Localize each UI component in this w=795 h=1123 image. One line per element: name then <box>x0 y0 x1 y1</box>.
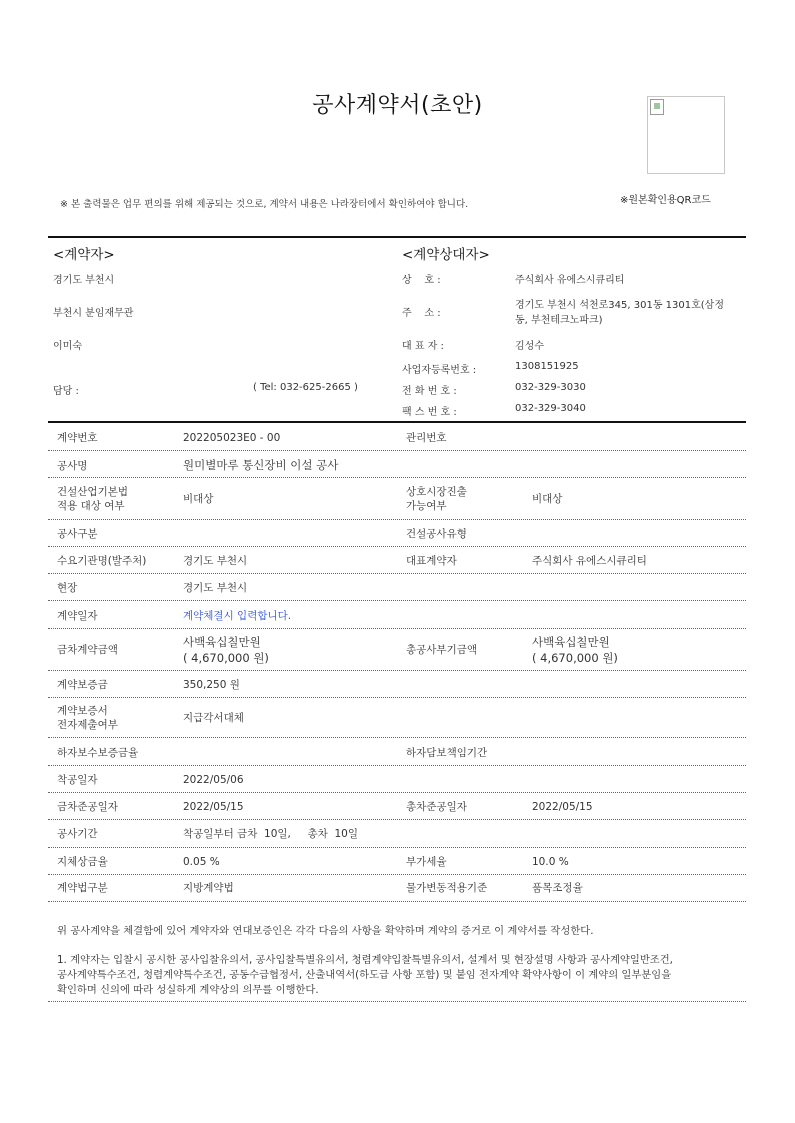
contract-no-value: 202205023E0 - 00 <box>183 432 281 444</box>
counterparty-heading: <계약상대자> <box>402 247 490 263</box>
contractor-line-3: 이미숙 <box>53 341 82 352</box>
contract-date-label: 계약일자 <box>57 610 98 622</box>
contractor-manager-label: 담당 : <box>53 386 79 397</box>
paragraph-clause-1-line-1: 1. 계약자는 입찰시 공시한 공사입찰유의서, 공사입찰특별유의서, 청렴계약입찰특별유의서, 설계서 및 현장설명 사항과 공사계약일반조건, <box>57 954 673 966</box>
price-adjust-label: 물가변동적용기준 <box>406 882 488 894</box>
qr-code-image <box>647 96 725 174</box>
rep-contractor-label: 대표계약자 <box>406 555 457 567</box>
mutual-value: 비대상 <box>532 493 563 505</box>
counterparty-fax-label: 팩 스 번 호 : <box>402 407 457 418</box>
bond-label-2: 전자제출여부 <box>57 719 118 731</box>
row-divider <box>48 450 746 451</box>
row-divider <box>48 847 746 848</box>
contractor-line-1: 경기도 부천시 <box>53 275 115 286</box>
client-value: 경기도 부천시 <box>183 555 248 567</box>
finish-date-label: 금차준공일자 <box>57 801 118 813</box>
counterparty-rep-value: 김성수 <box>515 341 544 352</box>
cia-value: 비대상 <box>183 493 214 505</box>
row-divider <box>48 874 746 875</box>
cia-label-2: 적용 대상 여부 <box>57 500 125 512</box>
bond-label-1: 계약보증서 <box>57 705 108 717</box>
amount-number: ( 4,670,000 원) <box>183 651 269 665</box>
vat-rate-label: 부가세율 <box>406 856 447 868</box>
amount-words: 사백육십칠만원 <box>183 635 261 649</box>
row-divider <box>48 600 746 601</box>
amount-label: 금차계약금액 <box>57 644 118 656</box>
row-divider <box>48 697 746 698</box>
row-divider <box>48 519 746 520</box>
section-rule <box>48 421 746 423</box>
total-finish-date-value: 2022/05/15 <box>532 801 593 813</box>
warranty-period-label: 하자담보책임기간 <box>406 747 488 759</box>
row-divider <box>48 1001 746 1002</box>
period-value: 착공일부터 금차 10일, 총차 10일 <box>183 828 359 840</box>
row-divider <box>48 477 746 478</box>
total-finish-date-label: 총차준공일자 <box>406 801 467 813</box>
contract-date-value: 계약체결시 입력합니다. <box>183 610 292 622</box>
start-date-label: 착공일자 <box>57 774 98 786</box>
counterparty-address-label: 주 소 : <box>402 308 441 319</box>
contractor-line-2: 부천시 분임재무관 <box>53 308 134 319</box>
law-value: 지방계약법 <box>183 882 234 894</box>
price-adjust-value: 품목조정율 <box>532 882 583 894</box>
contractor-heading: <계약자> <box>53 247 115 263</box>
contract-no-label: 계약번호 <box>57 432 98 444</box>
counterparty-phone-value: 032-329-3030 <box>515 382 586 393</box>
paragraph-clause-1-line-3: 확인하며 신의에 따라 성실하게 계약상의 의무를 이행한다. <box>57 984 319 996</box>
const-type-label: 건설공사유형 <box>406 528 467 540</box>
total-amount-label: 총공사부기금액 <box>406 644 478 656</box>
row-divider <box>48 737 746 738</box>
deposit-label: 계약보증금 <box>57 679 108 691</box>
site-label: 현장 <box>57 582 78 594</box>
row-divider <box>48 792 746 793</box>
row-divider <box>48 901 746 902</box>
counterparty-name-label: 상 호 : <box>402 275 441 286</box>
counterparty-phone-label: 전 화 번 호 : <box>402 386 457 397</box>
rep-contractor-value: 주식회사 유에스시큐리티 <box>532 555 647 567</box>
row-divider <box>48 573 746 574</box>
contractor-tel: ( Tel: 032-625-2665 ) <box>253 382 358 393</box>
deposit-value: 350,250 원 <box>183 679 240 691</box>
counterparty-fax-value: 032-329-3040 <box>515 403 586 414</box>
start-date-value: 2022/05/06 <box>183 774 244 786</box>
row-divider <box>48 628 746 629</box>
total-amount-words: 사백육십칠만원 <box>532 635 610 649</box>
row-divider <box>48 546 746 547</box>
finish-date-value: 2022/05/15 <box>183 801 244 813</box>
mgmt-no-label: 관리번호 <box>406 432 447 444</box>
document-title: 공사계약서(초안) <box>312 93 483 118</box>
counterparty-biz-label: 사업자등록번호 : <box>402 365 477 376</box>
broken-image-icon <box>650 99 664 115</box>
law-label: 계약법구분 <box>57 882 108 894</box>
project-value: 원미별마루 통신장비 이설 공사 <box>183 458 339 472</box>
delay-rate-label: 지체상금율 <box>57 856 108 868</box>
paragraph-clause-1-line-2: 공사계약특수조건, 청렴계약특수조건, 공동수급협정서, 산출내역서(하도급 사항 포함) 및 붙임 전자계약 확약사항이 이 계약의 일부분임을 <box>57 969 672 981</box>
counterparty-address-line-2: 동, 부천테크노파크) <box>515 315 603 326</box>
cia-label-1: 건설산업기본법 <box>57 486 129 498</box>
total-amount-number: ( 4,670,000 원) <box>532 651 618 665</box>
mutual-label-1: 상호시장진출 <box>406 486 467 498</box>
counterparty-rep-label: 대 표 자 : <box>402 341 444 352</box>
project-label: 공사명 <box>57 460 88 472</box>
warranty-rate-label: 하자보수보증금율 <box>57 747 139 759</box>
client-label: 수요기관명(발주처) <box>57 555 147 567</box>
counterparty-name-value: 주식회사 유에스시큐리티 <box>515 275 625 286</box>
bond-value: 지급각서대체 <box>183 712 244 724</box>
qr-code-caption: ※원본확인용QR코드 <box>620 195 711 206</box>
counterparty-address-line-1: 경기도 부천시 석천로345, 301동 1301호(삼정 <box>515 300 724 311</box>
paragraph-intro: 위 공사계약을 체결함에 있어 계약자와 연대보증인은 각각 다음의 사항을 확약하며 계약의 증거로 이 계약서를 작성한다. <box>57 925 594 937</box>
period-label: 공사기간 <box>57 828 98 840</box>
row-divider <box>48 670 746 671</box>
row-divider <box>48 765 746 766</box>
site-value: 경기도 부천시 <box>183 582 248 594</box>
delay-rate-value: 0.05 % <box>183 856 220 868</box>
mutual-label-2: 가능여부 <box>406 500 447 512</box>
type-label: 공사구분 <box>57 528 98 540</box>
counterparty-biz-value: 1308151925 <box>515 361 579 372</box>
print-notice: ※ 본 출력물은 업무 편의를 위해 제공되는 것으로, 계약서 내용은 나라장터에서 확인하여야 합니다. <box>60 199 469 210</box>
top-rule <box>48 236 746 238</box>
row-divider <box>48 819 746 820</box>
vat-rate-value: 10.0 % <box>532 856 569 868</box>
